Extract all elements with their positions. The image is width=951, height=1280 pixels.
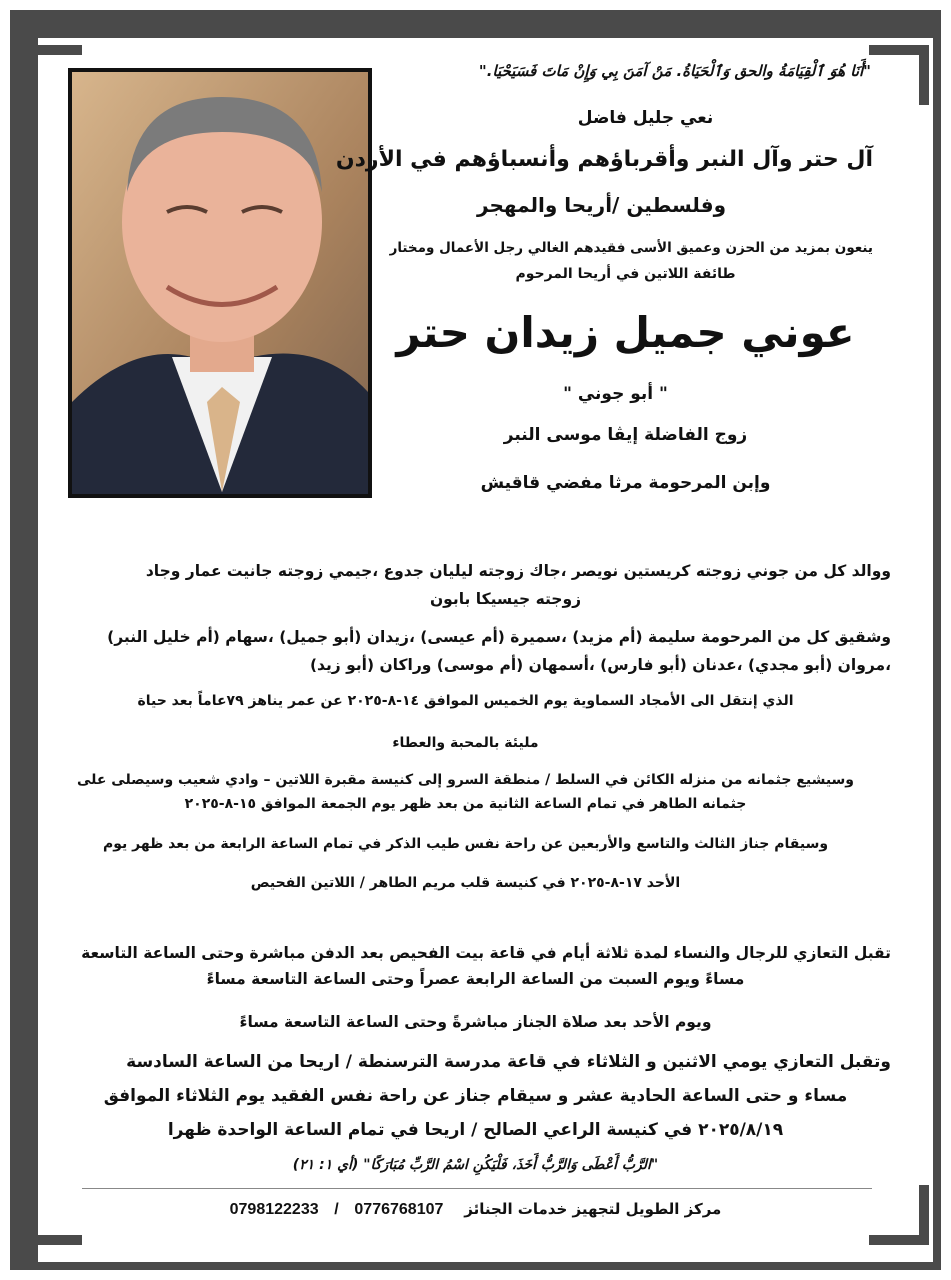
corner-ornament-top-right xyxy=(869,45,929,105)
scripture-verse-top: "أَنَا هُوَ ٱلْقِيَامَةُ والحق وَٱلْحَيَاةُ. مَنْ آمَنَ بِي وَإِنْ مَاتَ فَسَيَحْيَا." xyxy=(478,62,871,80)
children-line-2: زوجته جيسيكا بابون xyxy=(429,590,582,608)
spouse-line: زوج الفاضلة إيڤا موسى النبر xyxy=(503,425,748,445)
families-line-2: وفلسطين /أريحا والمهجر xyxy=(477,193,726,217)
funeral-service-center-name: مركز الطويل لتجهيز خدمات الجنائز xyxy=(464,1200,722,1218)
deceased-portrait xyxy=(68,68,372,498)
deceased-name: عوني جميل زيدان حتر xyxy=(396,308,855,357)
footer-divider xyxy=(82,1188,872,1189)
children-line-1: ووالد كل من جوني زوجته كريستين نويصر ،جاك زوجته ليليان جدوع ،جيمي زوجته جانيت عمار وجاد xyxy=(145,562,891,580)
condolences-line-1: تقبل التعازي للرجال والنساء لمدة ثلاثة أيام في قاعة بيت الفحيص بعد الدفن مباشرة وحتى الساعة التاسعة xyxy=(81,944,891,962)
corner-ornament-bottom-right xyxy=(869,1185,929,1245)
phone-number-2[interactable]: 0776768107 xyxy=(354,1201,444,1218)
memorial-line-1: وسيقام جناز الثالث والتاسع والأربعين عن راحة نفس طيب الذكر في تمام الساعة الرابعة من بعد ظهر يوم xyxy=(102,836,829,852)
footer xyxy=(90,1200,861,1219)
corner-ornament-bottom-left xyxy=(22,1185,82,1245)
deceased-nickname: " أبو جوني " xyxy=(563,384,668,404)
death-line-2: مليئة بالمحبة والعطاء xyxy=(392,735,539,751)
condolences-line-5: مساء و حتى الساعة الحادية عشر و سيقام جناز عن راحة نفس الفقيد يوم الثلاثاء الموافق xyxy=(103,1086,848,1106)
phone-separator: / xyxy=(334,1201,339,1218)
announcement-line-2: طائفة اللاتين في أريحا المرحوم xyxy=(515,266,736,282)
funeral-line-1: وسيشيع جثمانه من منزله الكائن في السلط / منطقة السرو إلى كنيسة مقبرة اللاتين – وادي شعيب وسيصلى على xyxy=(76,772,855,788)
portrait-illustration xyxy=(72,72,368,494)
memorial-line-2: الأحد ١٧-٨-٢٠٢٥ في كنيسة قلب مريم الطاهر / اللاتين الفحيص xyxy=(250,875,681,891)
condolences-line-4: وتقبل التعازي يومي الاثنين و الثلاثاء في قاعة مدرسة الترسنطة / اريحا من الساعة السادسة xyxy=(126,1052,891,1072)
families-line-1: آل حتر وآل النبر وأقرباؤهم وأنسباؤهم في الأردن xyxy=(335,147,873,172)
death-line-1: الذي إنتقل الى الأمجاد السماوية يوم الخميس الموافق ١٤-٨-٢٠٢٥ عن عمر يناهز ٧٩عاماً بعد حياة xyxy=(137,693,794,709)
funeral-line-2: جثمانه الطاهر في تمام الساعة الثانية من بعد ظهر يوم الجمعة الموافق ١٥-٨-٢٠٢٥ xyxy=(184,796,747,812)
announcement-line-1: ينعون بمزيد من الحزن وعميق الأسى فقيدهم الغالي رجل الأعمال ومختار xyxy=(389,240,873,256)
condolences-line-6: ٢٠٢٥/٨/١٩ في كنيسة الراعي الصالح / اريحا في تمام الساعة الواحدة ظهرا xyxy=(167,1120,784,1140)
condolences-line-3: ويوم الأحد بعد صلاة الجناز مباشرةً وحتى الساعة التاسعة مساءً xyxy=(239,1013,712,1031)
siblings-line-2: ،مروان (أبو مجدي) ،عدنان (أبو فارس) ،أسمهان (أم موسى) وراكان (أبو زيد) xyxy=(309,656,891,674)
notice-subtitle: نعي جليل فاضل xyxy=(577,108,714,128)
mother-line: وإبن المرحومة مرثا مفضي قاقيش xyxy=(480,473,771,493)
scripture-verse-bottom: "الرَّبُّ أَعْطَى وَالرَّبُّ أَخَذَ، فَلْيَكُنِ اسْمُ الرَّبِّ مُبَارَكًا" (أي ١: ٢١) xyxy=(292,1157,659,1173)
siblings-line-1: وشقيق كل من المرحومة سليمة (أم مزيد) ،سميرة (أم عيسى) ،زيدان (أبو جميل) ،سهام (أم خليل النبر) xyxy=(107,628,891,646)
condolences-line-2: مساءً ويوم السبت من الساعة الرابعة عصراً وحتى الساعة التاسعة مساءً xyxy=(206,970,745,988)
phone-number-1[interactable]: 0798122233 xyxy=(229,1201,319,1218)
